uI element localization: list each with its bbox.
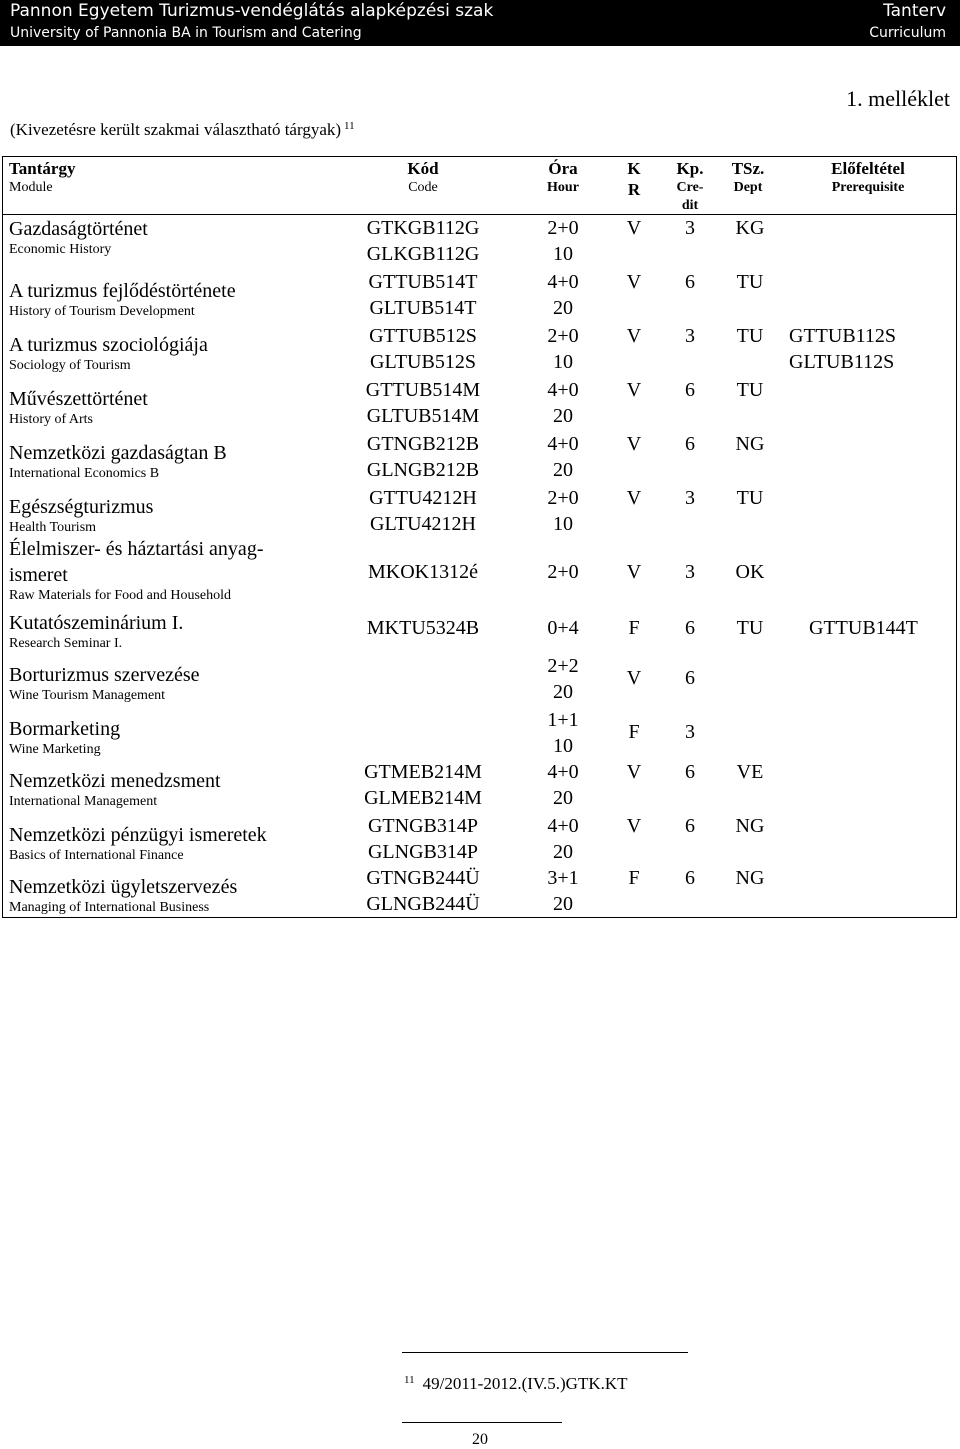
module-en: International Economics B <box>9 466 160 481</box>
module-hu: Gazdaságtörténet <box>9 218 148 240</box>
header-module-hu: Tantárgy <box>9 159 76 178</box>
kr: V <box>626 815 642 837</box>
kr: F <box>628 617 640 639</box>
hour-2: 20 <box>553 841 573 863</box>
code-1: GTKGB112G <box>366 217 480 239</box>
code-1: GTMEB214M <box>364 761 482 783</box>
hour-2: 20 <box>553 893 573 915</box>
module-hu-line1: Élelmiszer- és háztartási anyag- <box>9 538 264 560</box>
credit: 6 <box>685 815 695 837</box>
module-hu: Nemzetközi menedzsment <box>9 770 221 792</box>
module-en: Health Tourism <box>9 520 97 535</box>
intro-heading: (Kivezetésre került szakmai választható tárgyak) <box>10 120 342 139</box>
header-code-en: Code <box>408 180 438 195</box>
header-credit-en1: Cre- <box>676 180 704 195</box>
hour-2: 10 <box>553 735 573 757</box>
footnote-separator <box>402 1352 688 1353</box>
hour-1: 4+0 <box>547 271 579 293</box>
header-hour <box>523 159 603 197</box>
module-hu-line2: ismeret <box>9 564 68 586</box>
hour: 0+4 <box>547 617 579 639</box>
header-doc-hu: Tanterv <box>883 1 946 21</box>
kr: V <box>626 271 642 293</box>
kr: F <box>628 721 640 743</box>
module-hu: A turizmus fejlődéstörténete <box>9 280 236 302</box>
header-dept-hu: TSz. <box>731 159 765 178</box>
module-hu: Borturizmus szervezése <box>9 664 200 686</box>
module-hu: Kutatószeminárium I. <box>9 612 184 634</box>
code-1: GTNGB212B <box>366 433 480 455</box>
header-hour-en: Hour <box>547 180 579 195</box>
page-header <box>0 0 960 46</box>
code-1: GTNGB244Ü <box>366 867 480 889</box>
header-code <box>343 159 503 197</box>
header-prereq-hu: Előfeltétel <box>831 159 905 178</box>
credit: 3 <box>685 561 695 583</box>
hour-1: 2+2 <box>547 655 579 677</box>
hour-1: 2+0 <box>547 487 579 509</box>
module-en: Sociology of Tourism <box>9 358 131 373</box>
code-1: GTTU4212H <box>369 487 477 509</box>
hour-2: 20 <box>553 681 573 703</box>
dept: TU <box>736 271 764 293</box>
prereq-2: GLTUB112S <box>789 351 895 373</box>
kr: V <box>626 487 642 509</box>
code-2: GLNGB314P <box>367 841 478 863</box>
hour-2: 10 <box>553 243 573 265</box>
kr: V <box>626 217 642 239</box>
kr: V <box>626 561 642 583</box>
code-1: GTTUB514T <box>368 271 478 293</box>
header-code-hu: Kód <box>407 159 439 178</box>
module-hu: Nemzetközi pénzügyi ismeretek <box>9 824 267 846</box>
module-hu: Bormarketing <box>9 718 121 740</box>
dept: OK <box>735 561 765 583</box>
code-1: GTTUB512S <box>369 325 477 347</box>
credit: 6 <box>685 379 695 401</box>
credit: 6 <box>685 433 695 455</box>
credit: 6 <box>685 867 695 889</box>
credit: 3 <box>685 487 695 509</box>
header-module-en: Module <box>9 180 53 195</box>
code-2: GLKGB112G <box>366 243 480 265</box>
credit: 3 <box>685 217 695 239</box>
hour-1: 1+1 <box>547 709 579 731</box>
page-number-separator <box>402 1422 562 1423</box>
hour-2: 10 <box>553 513 573 535</box>
header-title-hu: Pannon Egyetem Turizmus-vendéglátás alapképzési szak <box>10 1 494 21</box>
hour-2: 20 <box>553 459 573 481</box>
module-en: History of Tourism Development <box>9 304 195 319</box>
hour-1: 3+1 <box>547 867 579 889</box>
kr: V <box>626 379 642 401</box>
credit: 6 <box>685 761 695 783</box>
module-en: Basics of International Finance <box>9 848 184 863</box>
code-2: GLNGB244Ü <box>366 893 480 915</box>
kr: V <box>626 325 642 347</box>
module-hu: Művészettörténet <box>9 388 148 410</box>
header-credit-en2: dit <box>681 198 699 213</box>
header-prereq-en: Prerequisite <box>831 180 905 195</box>
code: MKTU5324B <box>366 617 480 639</box>
module-en: International Management <box>9 794 158 809</box>
header-dept-en: Dept <box>733 180 763 195</box>
kr: V <box>626 761 642 783</box>
code-2: GLTUB514T <box>369 297 477 319</box>
header-kr <box>619 159 649 201</box>
code-2: GLTUB514M <box>366 405 480 427</box>
footnote-ref: 11 <box>344 120 355 132</box>
code-2: GLTU4212H <box>370 513 476 535</box>
hour-2: 20 <box>553 787 573 809</box>
code-2: GLNGB212B <box>366 459 480 481</box>
dept: TU <box>736 379 764 401</box>
hour-1: 4+0 <box>547 761 579 783</box>
header-prereq <box>783 159 953 197</box>
header-doc-en: Curriculum <box>869 25 946 41</box>
module-hu: A turizmus szociológiája <box>9 334 208 356</box>
module-en: Managing of International Business <box>9 900 210 915</box>
credit: 3 <box>685 325 695 347</box>
footnote-text: 49/2011-2012.(IV.5.)GTK.KT <box>422 1374 628 1393</box>
module-en: Wine Marketing <box>9 742 101 757</box>
dept: NG <box>735 867 765 889</box>
module-hu: Nemzetközi ügyletszervezés <box>9 876 238 898</box>
annex-label: 1. melléklet <box>846 86 950 111</box>
hour-1: 4+0 <box>547 433 579 455</box>
dept: TU <box>736 487 764 509</box>
subjects-table <box>2 156 957 918</box>
hour-1: 4+0 <box>547 379 579 401</box>
kr: F <box>628 867 640 889</box>
page-number: 20 <box>472 1431 488 1448</box>
module-en: Economic History <box>9 242 112 257</box>
header-module <box>9 159 75 197</box>
code-2: GLTUB512S <box>370 351 476 373</box>
code-2: GLMEB214M <box>364 787 482 809</box>
header-credit-hu: Kp. <box>676 159 704 178</box>
footnote-number: 11 <box>404 1374 415 1386</box>
dept: TU <box>736 325 764 347</box>
module-en: History of Arts <box>9 412 93 427</box>
hour-2: 10 <box>553 351 573 373</box>
hour-1: 2+0 <box>547 217 579 239</box>
credit: 6 <box>685 617 695 639</box>
dept: KG <box>735 217 765 239</box>
hour-1: 2+0 <box>547 325 579 347</box>
dept: NG <box>735 433 765 455</box>
code-1: GTTUB514M <box>365 379 481 401</box>
header-title-en: University of Pannonia BA in Tourism and Catering <box>10 25 362 41</box>
hour-2: 20 <box>553 297 573 319</box>
hour-1: 4+0 <box>547 815 579 837</box>
credit: 3 <box>685 721 695 743</box>
credit: 6 <box>685 271 695 293</box>
module-en: Research Seminar I. <box>9 636 123 651</box>
code: MKOK1312é <box>368 561 478 583</box>
kr: V <box>626 433 642 455</box>
module-en: Wine Tourism Management <box>9 688 166 703</box>
prereq: GTTUB144T <box>809 617 918 639</box>
dept: NG <box>735 815 765 837</box>
dept: TU <box>736 617 764 639</box>
module-hu: Nemzetközi gazdaságtan B <box>9 442 227 464</box>
code-1: GTNGB314P <box>367 815 478 837</box>
footnote <box>404 1374 628 1394</box>
kr: V <box>626 667 642 689</box>
prereq-1: GTTUB112S <box>789 325 897 347</box>
intro-text <box>10 120 355 140</box>
module-en: Raw Materials for Food and Household <box>9 588 232 603</box>
header-hour-hu: Óra <box>548 159 578 178</box>
dept: VE <box>736 761 764 783</box>
module-hu: Egészségturizmus <box>9 496 154 518</box>
hour: 2+0 <box>547 561 579 583</box>
header-kr-k: K <box>627 159 641 178</box>
header-kr-r: R <box>627 180 641 199</box>
header-credit <box>665 159 715 215</box>
header-dept <box>723 159 773 197</box>
hour-2: 20 <box>553 405 573 427</box>
credit: 6 <box>685 667 695 689</box>
